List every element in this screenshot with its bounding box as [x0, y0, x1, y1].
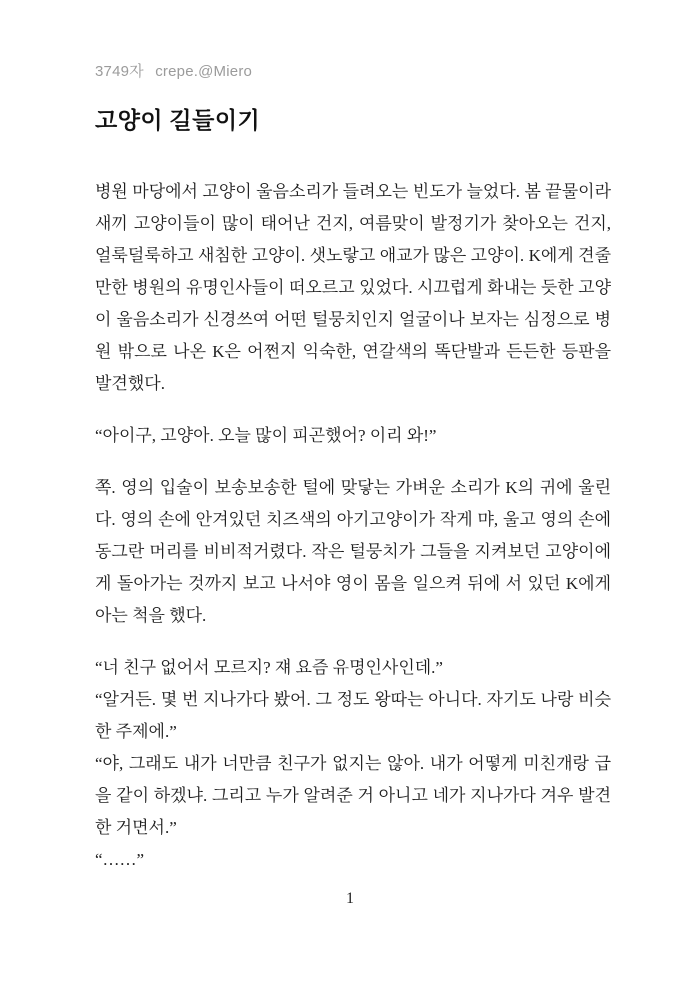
story-paragraph: 병원 마당에서 고양이 울음소리가 들려오는 빈도가 늘었다. 봄 끝물이라 새끼 고양이들이 많이 태어난 건지, 여름맞이 발정기가 찾아오는 건지, 얼룩덜룩하고 새침한 고양이. 샛노랗고 애교가 많은 고양이. K에게 견줄 만한 병원의 유명인사들이 떠오르고 있었다. 시끄럽게 화내는 듯한 고양이 울음소리가 신경쓰여 어떤 털뭉치인지 얼굴이나 보자는 심정으로 병원 밖으로 나온 K은 어쩐지 익숙한, 연갈색의 똑단발과 든든한 등판을 발견했다. [95, 182, 611, 393]
page-footer [0, 888, 700, 910]
doc-meta [95, 62, 252, 82]
story-paragraph: “알거든. 몇 번 지나가다 봤어. 그 정도 왕따는 아니다. 자기도 나랑 비슷한 주제에.” [95, 690, 611, 741]
char-count-label: 3749자 [95, 63, 144, 80]
story-paragraph: “아이구, 고양아. 오늘 많이 피곤했어? 이리 와!” [95, 426, 437, 445]
author-handle: crepe.@Miero [155, 63, 253, 80]
story-paragraph: “야, 그래도 내가 너만큼 친구가 없지는 않아. 내가 어떻게 미친개랑 급을 같이 하겠냐. 그리고 누가 알려준 거 아니고 네가 지나가다 겨우 발견한 거면서.” [95, 754, 611, 837]
page-number: 1 [346, 890, 354, 907]
story-paragraph: “너 친구 없어서 모르지? 쟤 요즘 유명인사인데.” [95, 658, 443, 677]
story-paragraph: “……” [95, 850, 145, 869]
story-title: 고양이 길들이기 [95, 108, 261, 133]
story-paragraph: 쪽. 영의 입술이 보송보송한 털에 맞닿는 가벼운 소리가 K의 귀에 울린다. 영의 손에 안겨있던 치즈색의 아기고양이가 작게 먀, 울고 영의 손에 동그란 머리를 비비적거렸다. 작은 털뭉치가 그들을 지켜보던 고양이에게 돌아가는 것까지 보고 나서야 영이 몸을 일으켜 뒤에 서 있던 K에게 아는 척을 했다. [95, 478, 611, 625]
story-body [95, 176, 611, 876]
